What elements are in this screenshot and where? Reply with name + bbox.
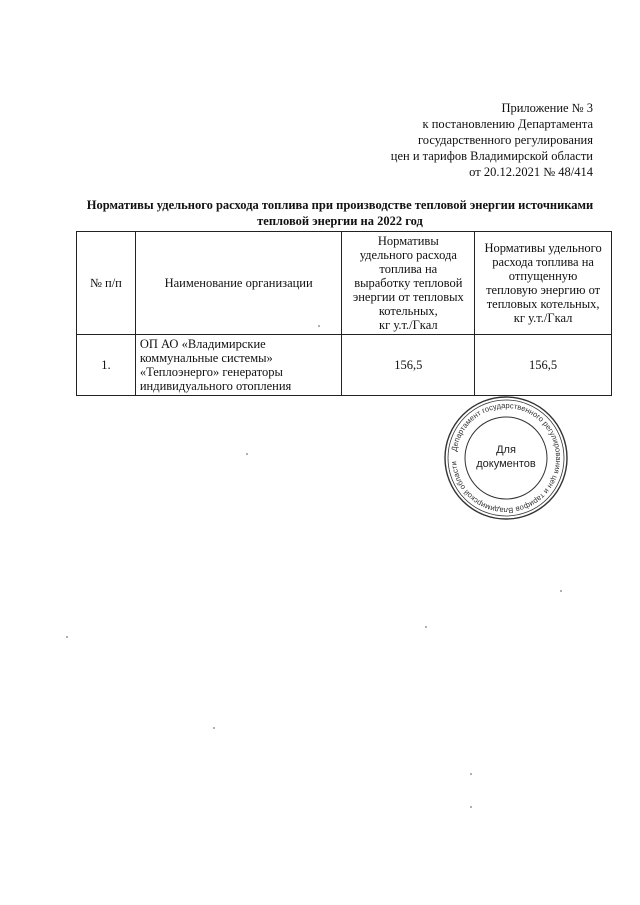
document-title [70, 197, 610, 229]
org-line: индивидуального отопления [139, 379, 292, 393]
scan-speck [213, 727, 215, 729]
stamp-ring-text: Департамент государственного регулирования цен и тарифов Владимирской области [449, 400, 564, 516]
document-stamp [443, 395, 569, 521]
table-row [77, 335, 612, 396]
header-line: котельных, [378, 304, 438, 318]
scan-speck [425, 626, 427, 628]
cell-generation: 156,5 [342, 335, 475, 396]
header-line: к постановлению Департамента [422, 117, 593, 131]
header-line: Нормативы [377, 234, 439, 248]
scan-speck [470, 773, 472, 775]
header-line: тепловых котельных, [486, 297, 600, 311]
header-line: кг у.т./Гкал [379, 318, 438, 332]
scan-speck [318, 325, 320, 327]
header-line: Нормативы удельного [484, 241, 602, 255]
title-line: тепловой энергии на 2022 год [257, 214, 423, 228]
header-line: удельного расхода [359, 248, 457, 262]
norms-table [76, 231, 612, 396]
header-line: Приложение № 3 [501, 101, 593, 115]
header-line: топлива на [379, 262, 438, 276]
scan-speck [66, 636, 68, 638]
header-line: цен и тарифов Владимирской области [390, 149, 593, 163]
header-num: № п/п [77, 232, 136, 335]
org-line: коммунальные системы» [139, 351, 273, 365]
header-line: от 20.12.2021 № 48/414 [469, 165, 593, 179]
stamp-center-text [443, 443, 569, 471]
stamp-center-line: Для [496, 444, 516, 456]
org-line: ОП АО «Владимирские [139, 337, 266, 351]
header-line: тепловую энергию от [486, 283, 601, 297]
scan-speck [246, 453, 248, 455]
header-org: Наименование организации [135, 232, 342, 335]
header-line: расхода топлива на [492, 255, 594, 269]
scan-speck [560, 590, 562, 592]
header-generation [342, 232, 475, 335]
title-line: Нормативы удельного расхода топлива при производстве тепловой энергии источниками [86, 198, 594, 212]
org-line: «Теплоэнерго» генераторы [139, 365, 283, 379]
header-line: отпущенную [508, 269, 578, 283]
header-line: государственного регулирования [417, 133, 593, 147]
header-released [475, 232, 612, 335]
table-header-row [77, 232, 612, 335]
appendix-header [293, 100, 593, 180]
cell-org [135, 335, 342, 396]
cell-num: 1. [77, 335, 136, 396]
cell-released: 156,5 [475, 335, 612, 396]
stamp-center-line: документов [476, 458, 536, 470]
header-line: энергии от тепловых [352, 290, 464, 304]
header-line: выработку тепловой [354, 276, 463, 290]
header-line: кг у.т./Гкал [513, 311, 573, 325]
scan-speck [470, 806, 472, 808]
